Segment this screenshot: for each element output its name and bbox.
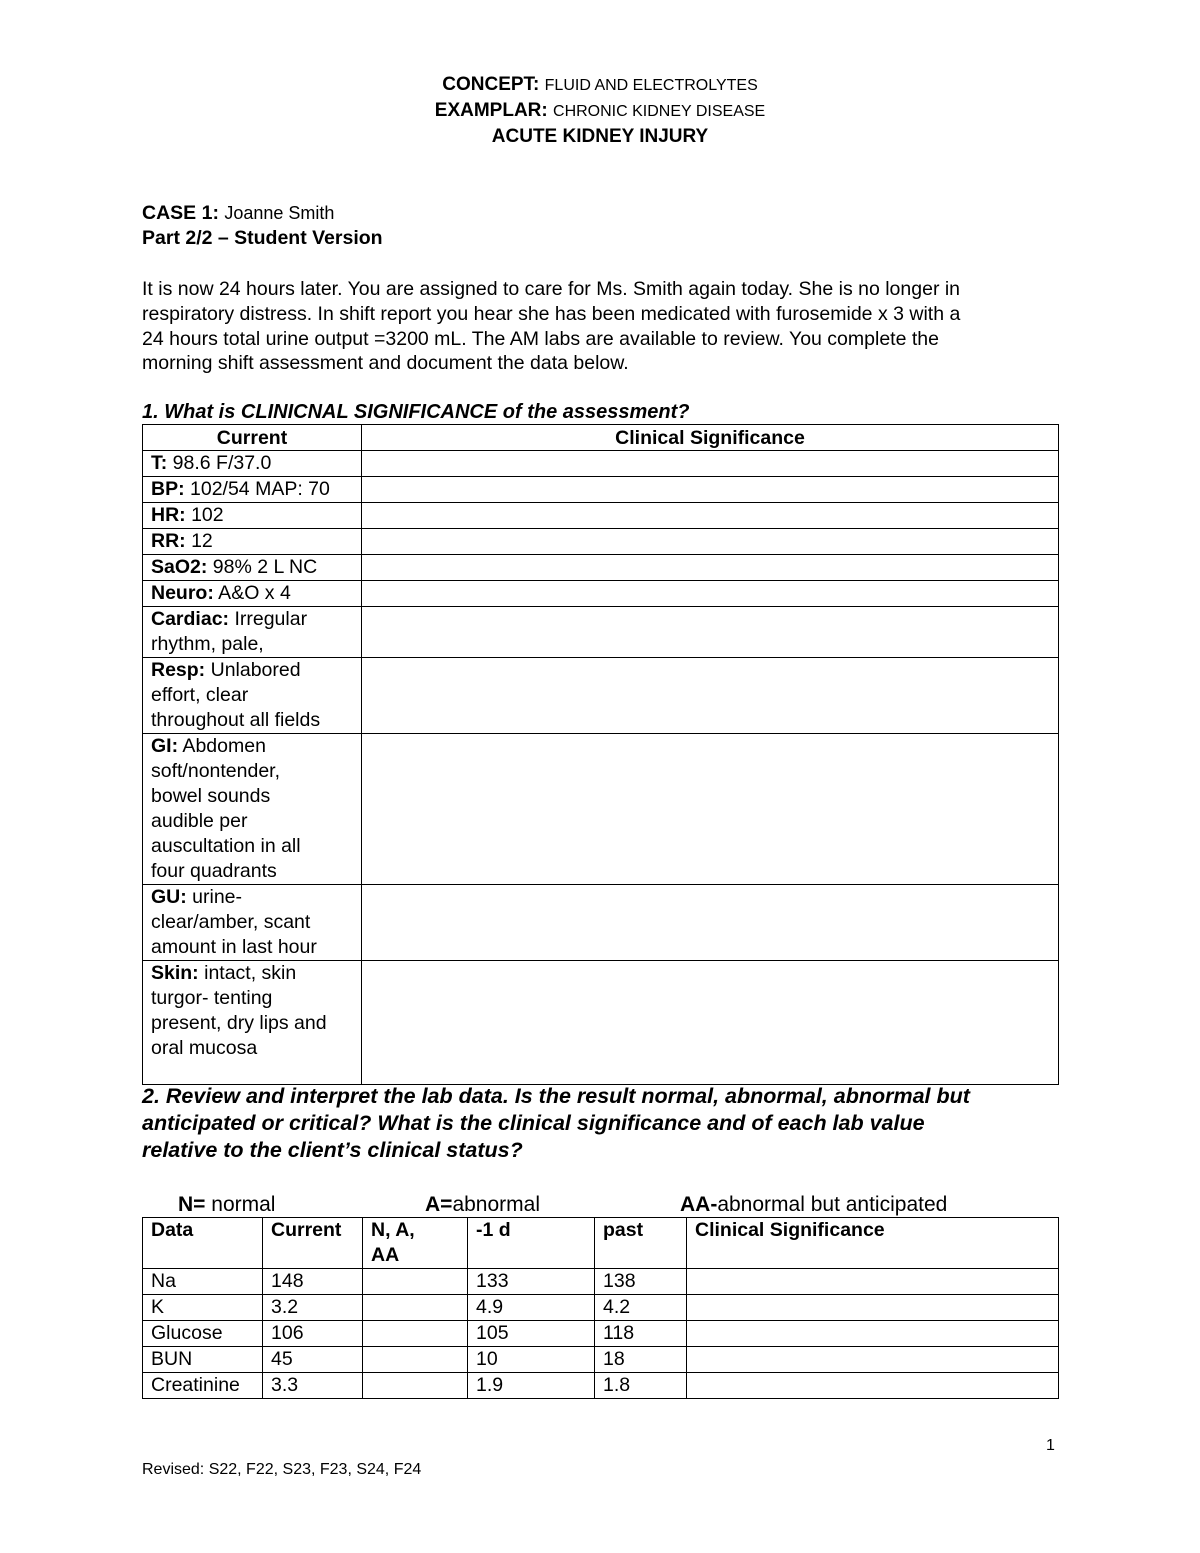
significance-cell[interactable] xyxy=(362,581,1059,607)
lab-table xyxy=(142,1217,1059,1399)
lab-row-creatinine: Creatinine 3.3 1.9 1.8 xyxy=(143,1373,1059,1399)
significance-cell[interactable] xyxy=(687,1347,1059,1373)
significance-cell[interactable] xyxy=(362,658,1059,734)
col-minus-1d: -1 d xyxy=(468,1218,595,1269)
significance-cell[interactable] xyxy=(362,961,1059,1085)
assessment-row-cardiac: Cardiac: Irregular rhythm, pale, xyxy=(143,607,1059,658)
legend-abnormal: A=abnormal xyxy=(425,1193,540,1216)
lab-header-row xyxy=(143,1218,1059,1269)
page-title: ACUTE KIDNEY INJURY xyxy=(491,126,709,147)
rating-cell[interactable] xyxy=(363,1269,468,1295)
examplar-line xyxy=(0,99,1200,124)
assessment-table xyxy=(142,424,1059,1085)
assessment-row-t: T: 98.6 F/37.0 xyxy=(143,451,1059,477)
assessment-row-skin: Skin: intact, skin turgor- tenting present, dry lips and oral mucosa xyxy=(143,961,1059,1085)
col-clinical-significance: Clinical Significance xyxy=(687,1218,1059,1269)
col-past: past xyxy=(595,1218,687,1269)
col-current: Current xyxy=(263,1218,363,1269)
assessment-row-resp: Resp: Unlabored effort, clear throughout all fields xyxy=(143,658,1059,734)
assessment-row-neuro: Neuro: A&O x 4 xyxy=(143,581,1059,607)
examplar-label: EXAMPLAR: xyxy=(434,100,548,121)
lab-row-glucose: Glucose 106 105 118 xyxy=(143,1321,1059,1347)
col-n-a-aa: N, A, AA xyxy=(363,1218,468,1269)
intro-paragraph xyxy=(142,277,1072,376)
col-current: Current xyxy=(143,425,362,451)
assessment-row-hr: HR: 102 xyxy=(143,503,1059,529)
rating-cell[interactable] xyxy=(363,1321,468,1347)
significance-cell[interactable] xyxy=(362,607,1059,658)
significance-cell[interactable] xyxy=(362,451,1059,477)
significance-cell[interactable] xyxy=(687,1321,1059,1347)
intro-line: respiratory distress. In shift report you hear she has been medicated with furosemide x 3 with a xyxy=(142,302,961,325)
question-1: 1. What is CLINICNAL SIGNIFICANCE of the assessment? xyxy=(142,401,690,423)
question-2-line: relative to the client’s clinical status? xyxy=(142,1138,523,1162)
page-number: 1 xyxy=(1046,1437,1055,1454)
significance-cell[interactable] xyxy=(362,734,1059,885)
significance-cell[interactable] xyxy=(362,529,1059,555)
significance-cell[interactable] xyxy=(362,885,1059,961)
significance-cell[interactable] xyxy=(362,503,1059,529)
intro-line: It is now 24 hours later. You are assigned to care for Ms. Smith again today. She is no longer in xyxy=(142,278,961,300)
legend-anticipated: AA-abnormal but anticipated xyxy=(680,1193,948,1216)
col-data: Data xyxy=(143,1218,263,1269)
assessment-row-bp: BP: 102/54 MAP: 70 xyxy=(143,477,1059,503)
rating-cell[interactable] xyxy=(363,1347,468,1373)
case-name: Joanne Smith xyxy=(224,203,335,223)
question-2-line: 2. Review and interpret the lab data. Is the result normal, abnormal, abnormal but xyxy=(142,1084,970,1108)
case-line xyxy=(142,202,334,225)
rating-cell[interactable] xyxy=(363,1295,468,1321)
question-2 xyxy=(142,1083,1072,1164)
significance-cell[interactable] xyxy=(362,477,1059,503)
intro-line: morning shift assessment and document the data below. xyxy=(142,352,629,375)
revised-note: Revised: S22, F22, S23, F23, S24, F24 xyxy=(142,1461,422,1478)
col-clinical-significance: Clinical Significance xyxy=(362,425,1059,451)
lab-row-na: Na 148 133 138 xyxy=(143,1269,1059,1295)
legend-normal: N= normal xyxy=(178,1193,276,1216)
significance-cell[interactable] xyxy=(687,1373,1059,1399)
significance-cell[interactable] xyxy=(362,555,1059,581)
assessment-row-rr: RR: 12 xyxy=(143,529,1059,555)
significance-cell[interactable] xyxy=(687,1269,1059,1295)
assessment-row-sao2: SaO2: 98% 2 L NC xyxy=(143,555,1059,581)
part-line: Part 2/2 – Student Version xyxy=(142,227,383,249)
concept-line xyxy=(0,73,1200,98)
assessment-row-gu: GU: urine- clear/amber, scant amount in last hour xyxy=(143,885,1059,961)
case-label: CASE 1: xyxy=(142,202,219,224)
assessment-header-row xyxy=(143,425,1059,451)
lab-row-k: K 3.2 4.9 4.2 xyxy=(143,1295,1059,1321)
intro-line: 24 hours total urine output =3200 mL. The AM labs are available to review. You complete the xyxy=(142,327,939,350)
examplar-value: CHRONIC KIDNEY DISEASE xyxy=(553,103,766,120)
concept-value: FLUID AND ELECTROLYTES xyxy=(544,77,758,94)
assessment-row-gi: GI: Abdomen soft/nontender, bowel sounds audible per auscultation in all four quadrants xyxy=(143,734,1059,885)
rating-cell[interactable] xyxy=(363,1373,468,1399)
concept-label: CONCEPT: xyxy=(442,74,540,95)
lab-row-bun: BUN 45 10 18 xyxy=(143,1347,1059,1373)
significance-cell[interactable] xyxy=(687,1295,1059,1321)
question-2-line: anticipated or critical? What is the clinical significance and of each lab value xyxy=(142,1111,925,1135)
